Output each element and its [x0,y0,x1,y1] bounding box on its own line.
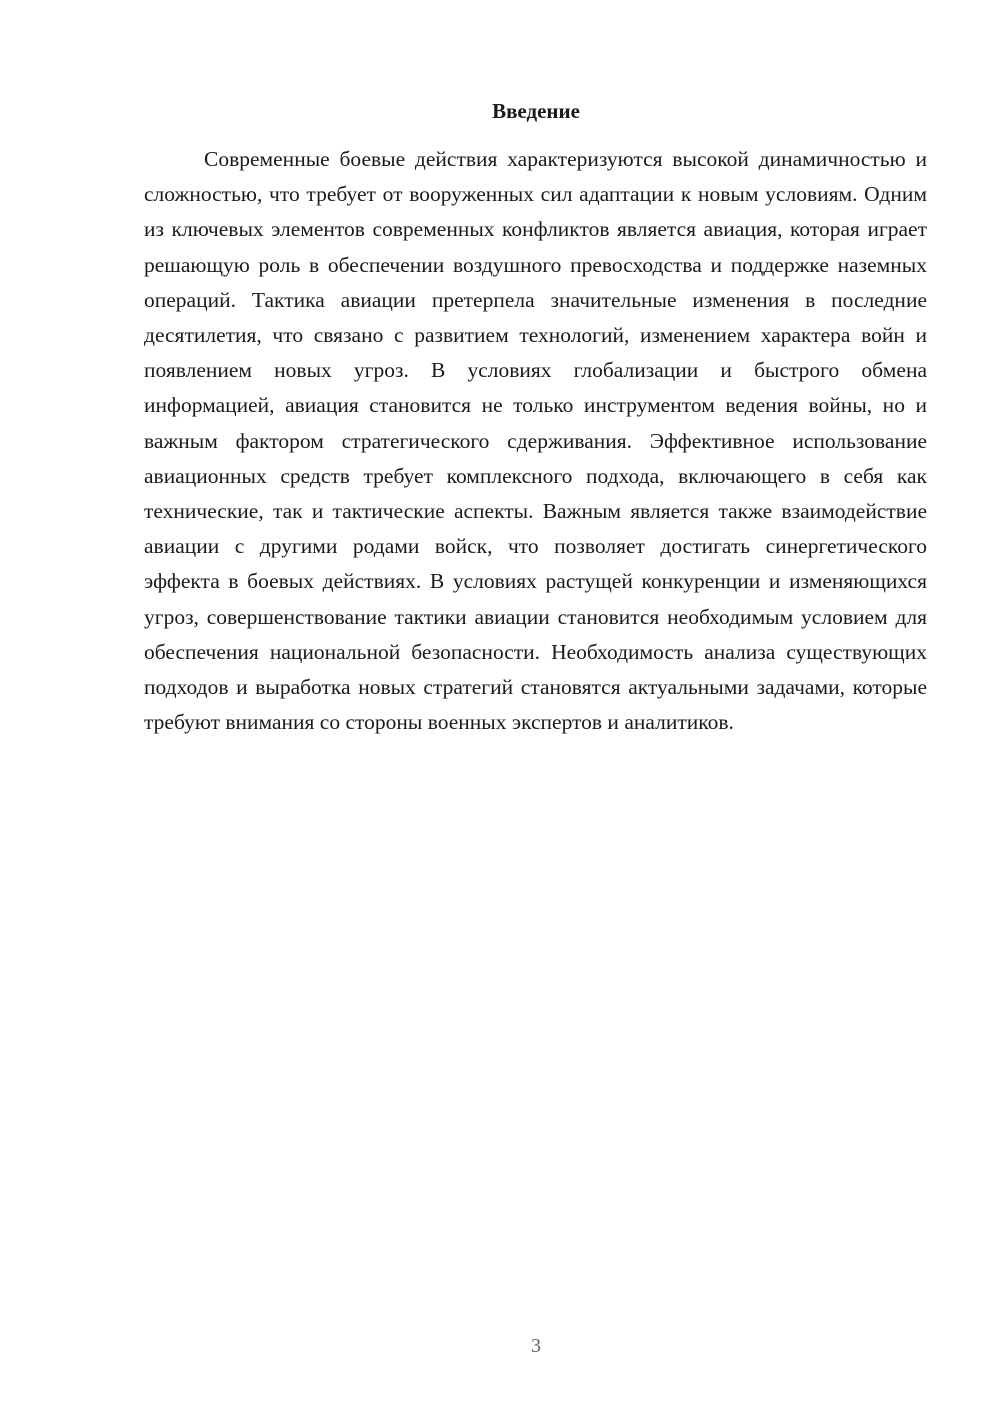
section-heading: Введение [492,99,580,123]
page-number: 3 [531,1335,541,1357]
body-paragraph: Современные боевые действия характеризуются высокой динамичностью и сложностью, что требует от вооруженных сил адаптации к новым условиям. Одним из ключевых элементов современных конфликтов является авиация, которая играет решающую роль в обеспечении воздушного превосходства и поддержке наземных операций. Тактика авиации претерпела значительные изменения в последние десятилетия, что связано с развитием технологий, изменением характера войн и появлением новых угроз. В условиях глобализации и быстрого обмена информацией, авиация становится не только инструментом ведения войны, но и важным фактором стратегического сдерживания. Эффективное использование авиационных средств требует комплексного подхода, включающего в себя как технические, так и тактические аспекты. Важным является также взаимодействие авиации с другими родами войск, что позволяет достигать синергетического эффекта в боевых действиях. В условиях растущей конкуренции и изменяющихся угроз, совершенствование тактики авиации становится необходимым условием для обеспечения национальной безопасности. Необходимость анализа существующих подходов и выработка новых стратегий становятся актуальными задачами, которые требуют внимания со стороны военных экспертов и аналитиков. [144,147,927,735]
